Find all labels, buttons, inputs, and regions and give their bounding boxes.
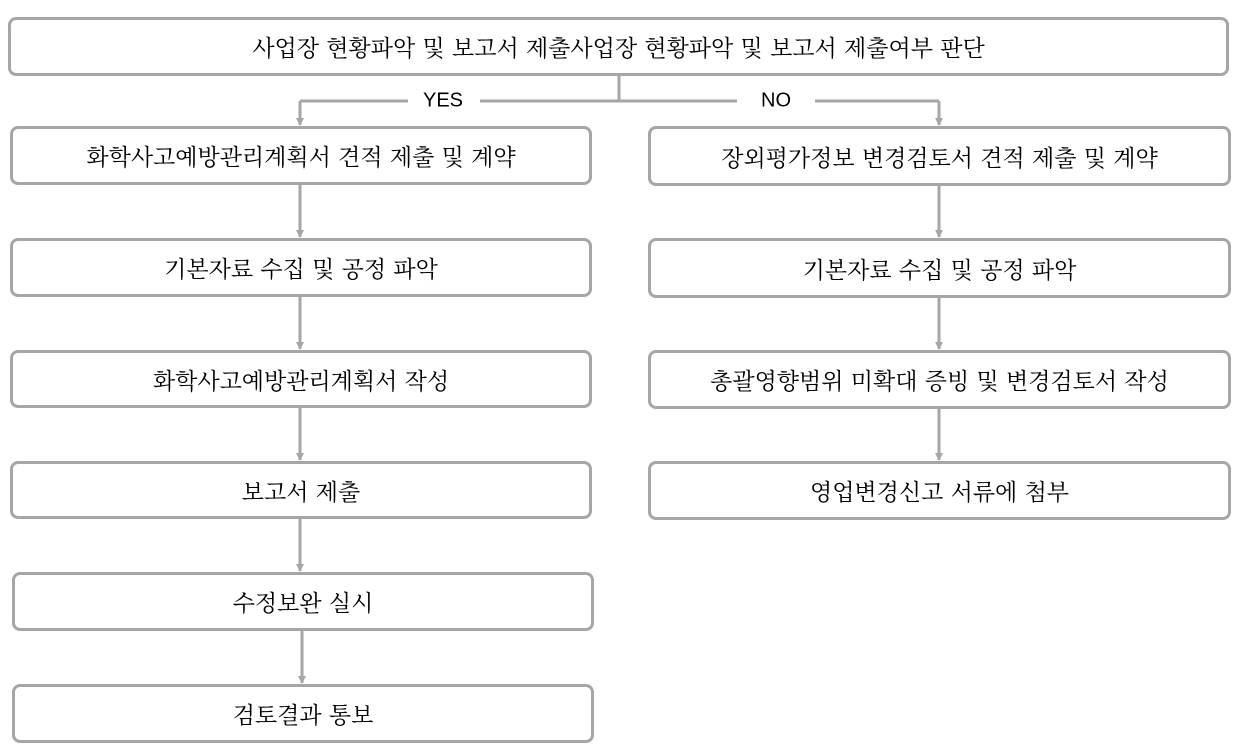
left-step-data-collection: 기본자료 수집 및 공정 파악: [10, 238, 592, 297]
decision-box: 사업장 현황파악 및 보고서 제출사업장 현황파악 및 보고서 제출여부 판단: [8, 17, 1229, 76]
yes-label: YES: [422, 89, 464, 112]
right-step-impact-evidence: 총괄영향범위 미확대 증빙 및 변경검토서 작성: [648, 350, 1231, 409]
left-step-quote-contract: 화학사고예방관리계획서 견적 제출 및 계약: [10, 126, 592, 185]
left-step-plan-writing: 화학사고예방관리계획서 작성: [10, 350, 592, 408]
right-step-data-collection: 기본자료 수집 및 공정 파악: [648, 238, 1231, 298]
no-label: NO: [761, 89, 791, 112]
left-step-revision: 수정보완 실시: [12, 572, 594, 631]
left-step-review-notice: 검토결과 통보: [12, 684, 594, 743]
left-step-report-submission: 보고서 제출: [10, 461, 592, 519]
right-step-business-change: 영업변경신고 서류에 첨부: [648, 461, 1231, 520]
right-step-quote-contract: 장외평가정보 변경검토서 견적 제출 및 계약: [648, 126, 1231, 186]
